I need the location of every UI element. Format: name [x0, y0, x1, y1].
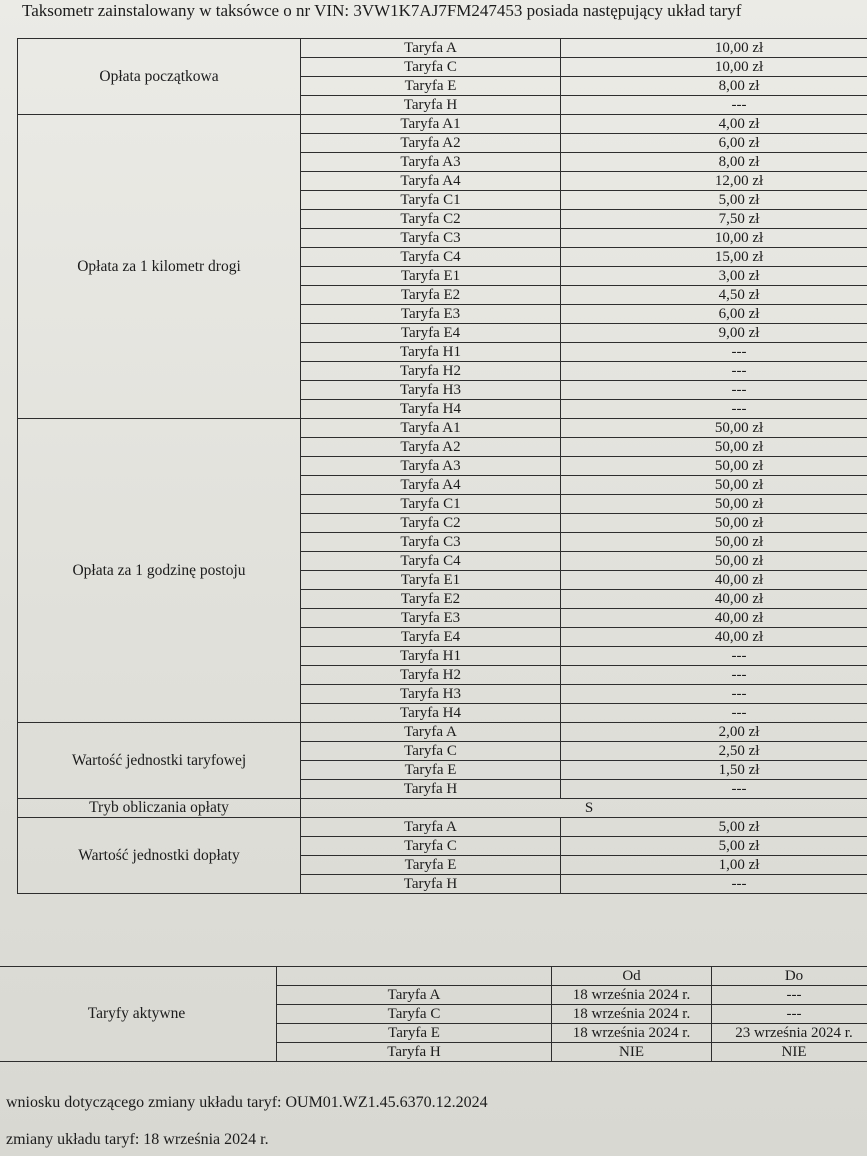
tariff-name: Taryfa A: [301, 39, 561, 58]
tariff-value: 1,00 zł: [561, 856, 867, 875]
tariff-name: Taryfa C3: [301, 229, 561, 248]
section-label: Opłata początkowa: [18, 39, 301, 115]
tariff-value: 4,00 zł: [561, 115, 867, 134]
tariff-name: Taryfa E1: [301, 267, 561, 286]
tariff-table: [17, 38, 867, 894]
tariff-value: ---: [561, 666, 867, 685]
tariff-name: Taryfa E: [301, 77, 561, 96]
tariff-value: 2,00 zł: [561, 723, 867, 742]
tariff-value: 40,00 zł: [561, 571, 867, 590]
tariff-value: ---: [561, 381, 867, 400]
tariff-name: Taryfa E1: [301, 571, 561, 590]
tariff-name: Taryfa E: [301, 761, 561, 780]
tariff-name: Taryfa H2: [301, 362, 561, 381]
tariff-name: Taryfa C2: [301, 210, 561, 229]
date-from: 18 września 2024 r.: [552, 1005, 712, 1024]
tariff-name: Taryfa C4: [301, 248, 561, 267]
date-to: 23 września 2024 r.: [712, 1024, 867, 1043]
date-to: ---: [712, 1005, 867, 1024]
tariff-value: 50,00 zł: [561, 533, 867, 552]
footer-application-number: wniosku dotyczącego zmiany układu taryf: OUM01.WZ1.45.6370.12.2024: [6, 1094, 488, 1111]
tariff-value: ---: [561, 780, 867, 799]
mode-value: S: [301, 799, 867, 818]
tariff-name: Taryfa C: [277, 1005, 552, 1024]
tariff-name: Taryfa A: [277, 986, 552, 1005]
tariff-value: 50,00 zł: [561, 476, 867, 495]
tariff-name: Taryfa A3: [301, 457, 561, 476]
tariff-value: 5,00 zł: [561, 191, 867, 210]
tariff-name: Taryfa H3: [301, 381, 561, 400]
document-header: Taksometr zainstalowany w taksówce o nr VIN: 3VW1K7AJ7FM247453 posiada następujący układ taryf: [22, 1, 742, 20]
tariff-value: 9,00 zł: [561, 324, 867, 343]
section-label: Opłata za 1 godzinę postoju: [18, 419, 301, 723]
tariff-name: Taryfa H: [301, 875, 561, 894]
tariff-value: ---: [561, 362, 867, 381]
tariff-value: 15,00 zł: [561, 248, 867, 267]
tariff-value: 10,00 zł: [561, 58, 867, 77]
date-from: 18 września 2024 r.: [552, 1024, 712, 1043]
tariff-value: 1,50 zł: [561, 761, 867, 780]
tariff-name: Taryfa A2: [301, 438, 561, 457]
mode-row: [18, 799, 867, 818]
tariff-name: Taryfa C1: [301, 191, 561, 210]
tariff-value: 50,00 zł: [561, 514, 867, 533]
section-label: Wartość jednostki taryfowej: [18, 723, 301, 799]
tariff-name: Taryfa A1: [301, 419, 561, 438]
tariff-name: Taryfa C1: [301, 495, 561, 514]
date-to: ---: [712, 986, 867, 1005]
tariff-name: Taryfa H: [301, 780, 561, 799]
tariff-name: Taryfa H2: [301, 666, 561, 685]
mode-label: Tryb obliczania opłaty: [18, 799, 301, 818]
tariff-value: 40,00 zł: [561, 590, 867, 609]
surcharge-row: [18, 818, 867, 837]
tariff-name: Taryfa H1: [301, 647, 561, 666]
tariff-name: Taryfa A: [301, 818, 561, 837]
tariff-value: ---: [561, 96, 867, 115]
tariff-name: Taryfa H1: [301, 343, 561, 362]
tariff-value: 50,00 zł: [561, 457, 867, 476]
tariff-value: 6,00 zł: [561, 134, 867, 153]
date-to: NIE: [712, 1043, 867, 1062]
tariff-row: [18, 419, 867, 438]
tariff-name: Taryfa H3: [301, 685, 561, 704]
footer-change-date: zmiany układu taryf: 18 września 2024 r.: [6, 1131, 269, 1148]
tariff-name: Taryfa E3: [301, 305, 561, 324]
tariff-name: Taryfa E: [277, 1024, 552, 1043]
tariff-value: ---: [561, 343, 867, 362]
tariff-name: Taryfa A3: [301, 153, 561, 172]
tariff-value: 50,00 zł: [561, 495, 867, 514]
tariff-row: [18, 39, 867, 58]
tariff-row: [18, 115, 867, 134]
tariff-name: Taryfa C4: [301, 552, 561, 571]
section-label: Opłata za 1 kilometr drogi: [18, 115, 301, 419]
tariff-value: 8,00 zł: [561, 153, 867, 172]
tariff-name: Taryfa C: [301, 837, 561, 856]
tariff-value: 50,00 zł: [561, 552, 867, 571]
tariff-value: 50,00 zł: [561, 419, 867, 438]
tariff-name: Taryfa E2: [301, 590, 561, 609]
tariff-value: ---: [561, 875, 867, 894]
tariff-name: Taryfa E3: [301, 609, 561, 628]
tariff-name: Taryfa C: [301, 58, 561, 77]
active-header-row: [0, 967, 867, 986]
tariff-value: 50,00 zł: [561, 438, 867, 457]
tariff-name: Taryfa E4: [301, 628, 561, 647]
tariff-value: 4,50 zł: [561, 286, 867, 305]
tariff-value: 40,00 zł: [561, 609, 867, 628]
tariff-name: Taryfa A4: [301, 476, 561, 495]
tariff-name: Taryfa H: [301, 96, 561, 115]
active-label: Taryfy aktywne: [0, 967, 277, 1062]
tariff-value: ---: [561, 704, 867, 723]
tariff-value: 8,00 zł: [561, 77, 867, 96]
tariff-name: Taryfa A2: [301, 134, 561, 153]
tariff-name: Taryfa H4: [301, 704, 561, 723]
tariff-name: Taryfa A4: [301, 172, 561, 191]
tariff-name: Taryfa E2: [301, 286, 561, 305]
column-from: Od: [552, 967, 712, 986]
tariff-value: 6,00 zł: [561, 305, 867, 324]
tariff-value: 5,00 zł: [561, 818, 867, 837]
tariff-name: Taryfa H4: [301, 400, 561, 419]
active-tariffs-table: [0, 966, 867, 1062]
column-to: Do: [712, 967, 867, 986]
tariff-name: Taryfa H: [277, 1043, 552, 1062]
tariff-name: Taryfa E: [301, 856, 561, 875]
date-from: NIE: [552, 1043, 712, 1062]
date-from: 18 września 2024 r.: [552, 986, 712, 1005]
tariff-name: Taryfa A: [301, 723, 561, 742]
tariff-value: 12,00 zł: [561, 172, 867, 191]
tariff-value: 40,00 zł: [561, 628, 867, 647]
tariff-value: 3,00 zł: [561, 267, 867, 286]
tariff-name: Taryfa E4: [301, 324, 561, 343]
tariff-name: Taryfa C3: [301, 533, 561, 552]
tariff-row: [18, 723, 867, 742]
tariff-value: ---: [561, 400, 867, 419]
surcharge-label: Wartość jednostki dopłaty: [18, 818, 301, 894]
tariff-name: Taryfa C2: [301, 514, 561, 533]
tariff-value: 10,00 zł: [561, 229, 867, 248]
tariff-name: Taryfa A1: [301, 115, 561, 134]
tariff-value: ---: [561, 685, 867, 704]
tariff-value: 7,50 zł: [561, 210, 867, 229]
blank-header: [277, 967, 552, 986]
tariff-name: Taryfa C: [301, 742, 561, 761]
tariff-value: 10,00 zł: [561, 39, 867, 58]
tariff-value: 2,50 zł: [561, 742, 867, 761]
tariff-value: ---: [561, 647, 867, 666]
tariff-value: 5,00 zł: [561, 837, 867, 856]
